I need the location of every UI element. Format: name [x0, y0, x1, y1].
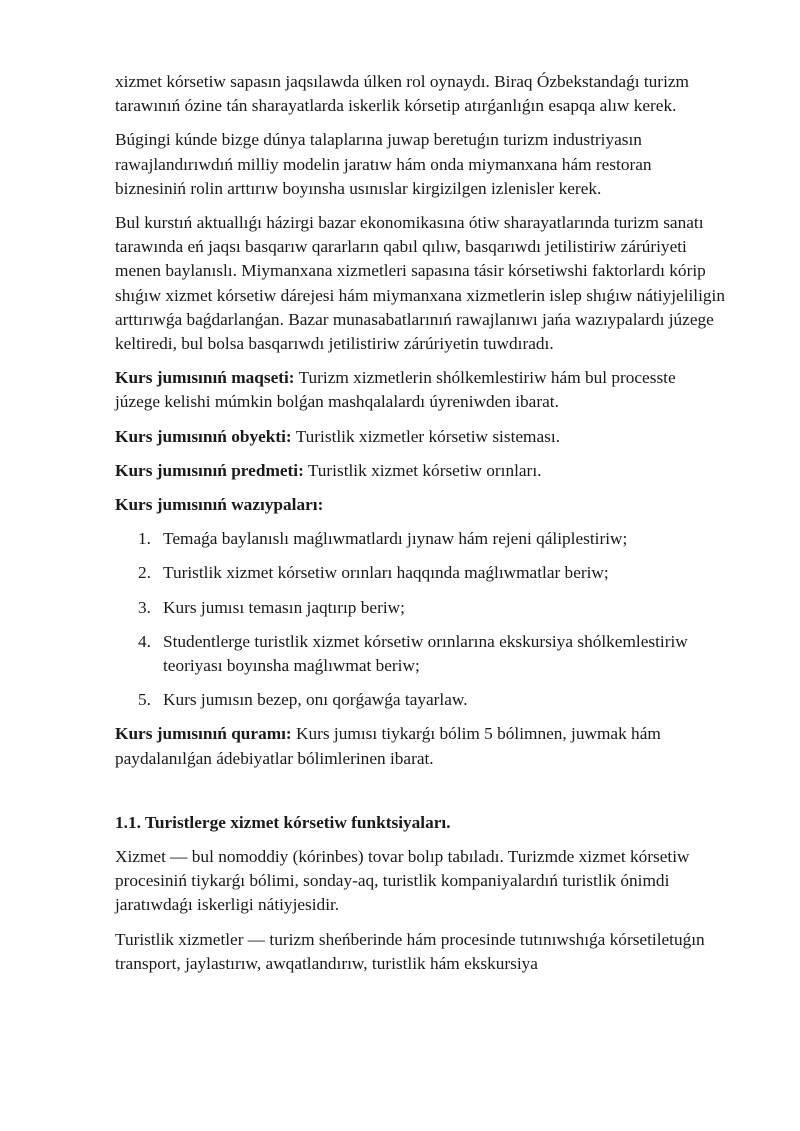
structure-paragraph — [115, 722, 725, 770]
object-paragraph — [115, 425, 725, 449]
intro-paragraph-2: Búgingi kúnde bizge dúnya talaplarına juwap beretuǵın turizm industriyasın rawajlandırıwdıń milliy modelin jaratıw hám onda miymanxana hám restoran biznesiniń rolin arttırıw boyınsha usınıslar kirgizilgen izlenisler kerek. — [115, 130, 652, 198]
list-item-text: Studentlerge turistlik xizmet kórsetiw orınlarına ekskursiya shólkemlestiriw teoriyası boyınsha maǵlıwmat beriw; — [163, 631, 688, 676]
list-item-text: Kurs jumısın bezep, onı qorǵawǵa tayarlaw. — [163, 690, 468, 710]
goal-label: Kurs jumısınıń maqseti: — [115, 368, 295, 388]
subject-text: Turistlik xizmet kórsetiw orınları. — [303, 460, 542, 480]
intro-paragraph-1: xizmet kórsetiw sapasın jaqsılawda úlken rol oynaydı. Biraq Ózbekstandaǵı turizm tarawınıń ózine tán sharayatlarda iskerlik kórsetip atırǵanlıǵın esapqa alıw kerek. — [115, 72, 689, 116]
list-item — [115, 561, 725, 585]
tasks-label: Kurs jumısınıń wazıypaları: — [115, 495, 324, 515]
list-item-number: 2. — [138, 563, 151, 583]
document-page — [115, 70, 725, 986]
structure-text: Kurs jumısı tiykarǵı bólim 5 bólimnen, juwmak hám paydalanılǵan ádebiyatlar bólimlerinen ibarat. — [115, 724, 661, 768]
list-item — [115, 596, 725, 620]
subject-label: Kurs jumısınıń predmeti: — [115, 460, 304, 480]
list-item-text: Turistlik xizmet kórsetiw orınları haqqında maǵlıwmatlar beriw; — [163, 563, 609, 583]
object-text: Turistlik xizmetler kórsetiw sisteması. — [291, 426, 561, 446]
goal-text: Turizm xizmetlerin shólkemlestiriw hám bul processte júzege kelishi múmkin bolǵan mashqalalardı úyreniwden ibarat. — [115, 368, 676, 412]
intro-paragraph-3: Bul kurstıń aktuallıǵı házirgi bazar ekonomikasına ótiw sharayatlarında turizm sanatı tarawında eń jaqsı basqarıw qararların qabıl qılıw, basqarıwdı jetilistiriw zárúriyeti menen baylanıslı. Miymanxana xizmetleri sapasına tásir kórsetiwshi faktorlardı kórip shıǵıw xizmet kórsetiw dárejesi hám miymanxana xizmetlerin islep shıǵıw nátiyjeliligin arttırıwǵa baǵdarlanǵan. Bazar munasabatlarınıń rawajlanıwı jańa wazıypalardı júzege keltiredi, bul bolsa basqarıwdı jetilistiriw zárúriyetin tuwdıradı. — [115, 213, 725, 354]
goal-paragraph — [115, 366, 725, 414]
subject-paragraph — [115, 459, 725, 483]
section-paragraph-1: Xizmet — bul nomoddiy (kórinbes) tovar bolıp tabıladı. Turizmde xizmet kórsetiw procesiniń tiykarǵı bólimi, sonday-aq, turistlik kompaniyalardıń turistlik ónimdi jaratıwdaǵı iskerligi nátiyjesidir. — [115, 847, 690, 915]
object-label: Kurs jumısınıń obyekti: — [115, 426, 292, 446]
tasks-heading — [115, 493, 725, 517]
list-item — [115, 527, 725, 551]
structure-label: Kurs jumısınıń quramı: — [115, 724, 292, 744]
list-item — [115, 630, 725, 678]
list-item-number: 4. — [138, 631, 151, 651]
list-item — [115, 688, 725, 712]
list-item-text: Kurs jumısı temasın jaqtırıp beriw; — [163, 597, 405, 617]
list-item-number: 5. — [138, 690, 151, 710]
section-heading: 1.1. Turistlerge xizmet kórsetiw funktsiyaları. — [115, 812, 451, 832]
tasks-list — [115, 527, 725, 712]
list-item-number: 3. — [138, 597, 151, 617]
list-item-number: 1. — [138, 529, 151, 549]
section-paragraph-2: Turistlik xizmetler — turizm sheńberinde hám procesinde tutınıwshıǵa kórsetiletuǵın transport, jaylastırıw, awqatlandırıw, turistlik hám ekskursiya — [115, 929, 705, 973]
list-item-text: Temaǵa baylanıslı maǵlıwmatlardı jıynaw hám rejeni qáliplestiriw; — [163, 529, 628, 549]
